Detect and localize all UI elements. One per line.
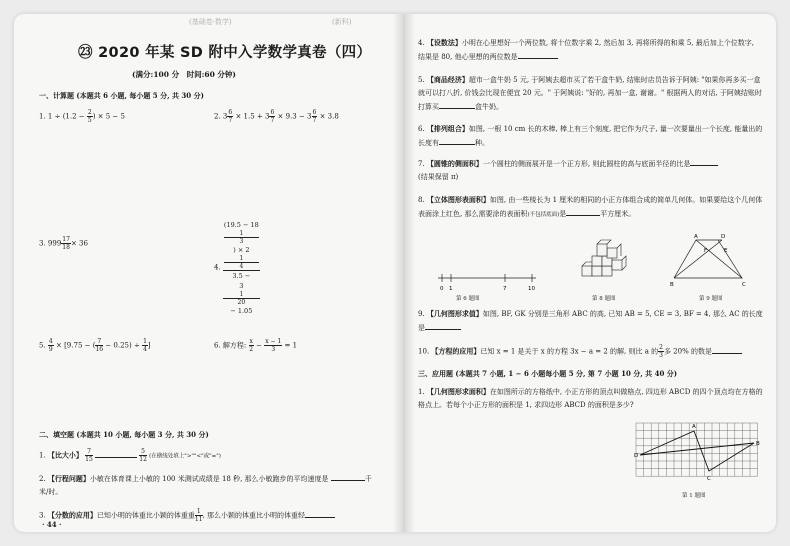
paper-title bbox=[78, 41, 371, 62]
point-label: D bbox=[721, 234, 726, 240]
answer-blank bbox=[518, 50, 558, 59]
question-number: 1. bbox=[418, 388, 425, 396]
fill-question-4: 4. 【设数法】小明在心里想好一个两位数, 将十位数字乘 2, 然后加 3, 再将所得的和乘 5, 最后加上个位数字, 结果是 80, 他心里想的两位数是 bbox=[418, 38, 754, 61]
point-label: E bbox=[724, 248, 728, 254]
calc-question-4 bbox=[214, 220, 260, 316]
question-tag: 【比大小】 bbox=[47, 450, 83, 460]
question-tag: 【行程问题】 bbox=[47, 474, 90, 483]
section-1-title: 一、计算题 (本题共 6 小题, 每小题 5 分, 共 30 分) bbox=[39, 91, 204, 100]
question-tag: 【立体图形表面积】 bbox=[426, 195, 490, 204]
fill-question-10: 10. 【方程的应用】已知 x = 1 是关于 x 的方程 3x − a = 2 的解, 则比 a 的 $\frac{2}{3}$ 多 20% 的数是 bbox=[418, 344, 742, 359]
question-number: 4. bbox=[418, 39, 425, 47]
point-label: A bbox=[694, 234, 698, 240]
running-header-right: (新科) bbox=[332, 18, 352, 26]
figure-6-ruler bbox=[434, 260, 544, 304]
answer-blank bbox=[425, 321, 461, 330]
calc-question-5: 5. $\frac{4}{9}$ × [9.75 − ( $\frac{7}{16}$ − 0.25) ÷ $\frac{1}{4}$ ] bbox=[39, 338, 151, 353]
question-number: 5. bbox=[418, 76, 425, 84]
question-tag: 【排列组合】 bbox=[426, 124, 469, 133]
fraction: $\frac{17}{18}$ bbox=[62, 236, 70, 251]
right-page bbox=[414, 14, 776, 532]
fill-question-2: 2. 【行程问题】小敏在体育课上小敏的 100 米测试成绩是 18 秒, 那么小敏跑步的平均速度是 千 米/时。 bbox=[39, 474, 372, 496]
figure-9-caption: 第 9 题图 bbox=[699, 296, 723, 302]
question-number: 10. bbox=[418, 347, 430, 356]
ruler-tick-label: 0 bbox=[440, 286, 444, 292]
expr-part: 1 ÷ (1.2 − bbox=[47, 112, 87, 121]
answer-blank bbox=[566, 207, 600, 216]
question-tag: 【设数法】 bbox=[426, 38, 462, 47]
ruler-tick-label: 7 bbox=[503, 286, 507, 292]
answer-blank bbox=[690, 157, 718, 166]
fill-question-3: 3. 【分数的应用】已知小明的体重比小颖的体重重 $\frac{1}{11}$ , 那么小颖的体重比小明的体重轻 bbox=[39, 508, 335, 523]
question-tag: 【几何图形求面积】 bbox=[426, 387, 490, 396]
exam-meta: (满分:100 分 时间:60 分钟) bbox=[132, 70, 236, 79]
fraction: $\frac{6}{7}$ bbox=[228, 109, 233, 124]
section-3-title: 三、应用题 (本题共 7 小题, 1 − 6 小题每小题 5 分, 第 7 小题 10 分, 共 40 分) bbox=[418, 369, 678, 378]
question-number: 3. bbox=[39, 239, 46, 248]
application-question-1: 1. 【几何图形求面积】在如图所示的方格纸中, 小正方形的顶点叫做格点, 四边形 ABCD 的四个顶点均在方格的格点上。若每个小正方形的面积是 1, 求四边形 ABCD 的面积是多少? bbox=[418, 387, 763, 409]
paper-title-text: 2020 年某 SD 附中入学数学真卷（四） bbox=[98, 45, 372, 61]
question-tag: 【商品经济】 bbox=[426, 75, 469, 84]
book-gutter bbox=[393, 14, 415, 532]
book-spread bbox=[14, 14, 776, 532]
page-number: · 44 · bbox=[42, 520, 62, 529]
question-number: 2. bbox=[39, 475, 46, 483]
figure-1-grid bbox=[632, 419, 762, 487]
figure-1-caption: 第 1 题图 bbox=[682, 493, 706, 499]
paper-number-badge: ㉓ bbox=[78, 45, 93, 61]
calc-question-1 bbox=[39, 109, 125, 124]
point-label: F bbox=[704, 248, 708, 254]
question-tag: 【圆锥的侧面积】 bbox=[426, 159, 483, 168]
left-page bbox=[14, 14, 394, 532]
figure-9-triangle bbox=[666, 232, 761, 290]
fraction: $\frac{6}{7}$ bbox=[312, 109, 317, 124]
question-number: 6. bbox=[214, 341, 221, 350]
calc-question-6: 6. 解方程: $\frac{x}{2}$ − $\frac{x - 1}{3}$ = 1 bbox=[214, 338, 298, 353]
fraction: $\frac{2}{5}$ bbox=[87, 109, 92, 124]
question-number: 6. bbox=[418, 125, 425, 133]
question-note: (结果保留 π) bbox=[418, 173, 459, 181]
answer-blank bbox=[95, 449, 137, 458]
fill-question-7: 7. 【圆锥的侧面积】一个圆柱的侧面展开是一个正方形, 则此圆柱的高与底面半径的比是 (结果保留 π) bbox=[418, 157, 763, 184]
ruler-tick-label: 1 bbox=[449, 286, 453, 292]
question-number: 2. bbox=[214, 112, 221, 121]
question-tag: 【几何图形求值】 bbox=[426, 309, 483, 318]
calc-question-3: 3. 999 $\frac{17}{18}$ × 36 bbox=[39, 236, 88, 251]
question-number: 1. bbox=[39, 112, 46, 121]
point-label: A bbox=[692, 424, 696, 430]
answer-blank bbox=[305, 509, 335, 518]
point-label: B bbox=[756, 441, 760, 447]
figure-8-cubes bbox=[574, 236, 634, 288]
point-label: B bbox=[670, 282, 674, 288]
answer-blank bbox=[439, 100, 475, 109]
question-number: 9. bbox=[418, 310, 425, 318]
fill-question-5: 5. 【商品经济】超市一盒牛奶 5 元, 于阿姨去超市买了若干盒牛奶, 结账时店员告诉于阿姨: "如果你再多买一盒就可以打八折, 价钱会比现在便宜 20 元。" 于阿姨说: "好的, 再加一盒, 谢谢。" 根据两人的对话, 于阿姨结账时打算买 盒牛奶。 bbox=[418, 75, 762, 111]
figure-6-caption: 第 6 题图 bbox=[456, 296, 480, 302]
question-number: 1. bbox=[39, 451, 46, 460]
point-label: C bbox=[742, 282, 746, 288]
answer-blank bbox=[331, 472, 365, 481]
question-number: 8. bbox=[418, 196, 425, 204]
question-number: 5. bbox=[39, 341, 46, 350]
fill-question-1: 1. 【比大小】 $\frac{7}{15}$ $\frac{5}{12}$ (在横线处填上">""<"或"=") bbox=[39, 448, 221, 463]
point-label: C bbox=[707, 476, 711, 482]
running-header-left: (基础卷·数学) bbox=[189, 18, 232, 26]
fill-question-9: 9. 【几何图形求值】如图, BF, GK 分别是三角形 ABC 的高, 已知 AB = 5, CE = 3, BF = 4, 那么 AC 的长度是 bbox=[418, 309, 763, 332]
fill-question-6: 6. 【排列组合】如图, 一根 10 cm 长的木棒, 棒上有三个刻度, 把它作为尺子, 量一次要量出一个长度, 能量出的长度有 种。 bbox=[418, 124, 763, 147]
complex-fraction: (19.5 − 18 1 3 ) × 2 1 4 3.5 − 3 1 20 − 1.05 bbox=[223, 221, 259, 315]
calc-question-2: 2. 3 $\frac{6}{7}$ × 1.5 + 3 $\frac{6}{7}$ × 9.3 − 3 $\frac{6}{7}$ × 3.8 bbox=[214, 109, 339, 124]
answer-blank bbox=[439, 136, 475, 145]
question-tag: 【分数的应用】 bbox=[47, 510, 97, 520]
question-number: 3. bbox=[39, 511, 46, 520]
answer-blank bbox=[712, 345, 742, 354]
question-number: 7. bbox=[418, 160, 425, 168]
expr-part: ) × 5 − 5 bbox=[92, 112, 125, 121]
point-label: D bbox=[634, 453, 639, 459]
question-number: 4. bbox=[214, 263, 221, 272]
fill-question-8: 8. 【立体图形表面积】如图, 由一些棱长为 1 厘米的相同的小正方体组合成的简单几何体。如果要给这个几何体表面涂上红色, 那么需要涂的表面积(不包括底面)是 平方厘米。 bbox=[418, 195, 763, 218]
ruler-tick-label: 10 bbox=[528, 286, 535, 292]
question-tag: 【方程的应用】 bbox=[431, 346, 481, 356]
section-2-title: 二、填空题 (本题共 10 小题, 每小题 3 分, 共 30 分) bbox=[39, 430, 209, 439]
fraction: $\frac{6}{7}$ bbox=[270, 109, 275, 124]
figure-8-caption: 第 8 题图 bbox=[592, 296, 616, 302]
